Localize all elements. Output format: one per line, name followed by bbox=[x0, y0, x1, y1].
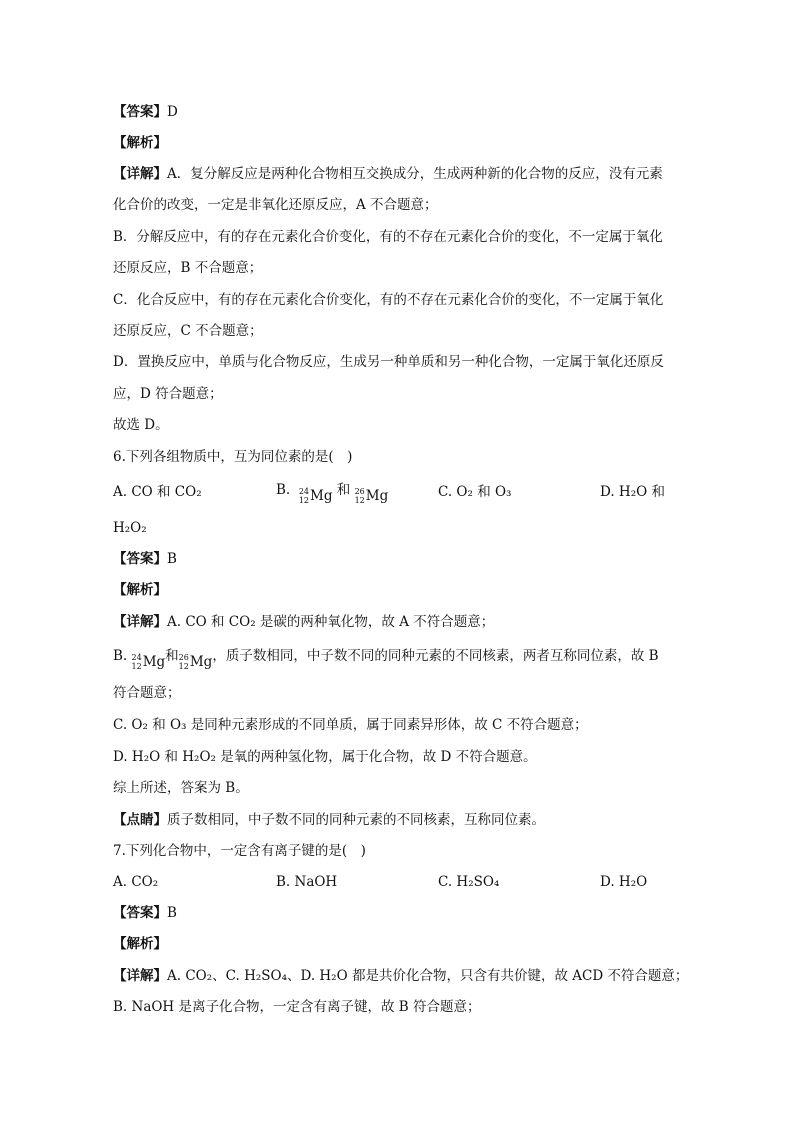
point-tag: 【点睛】 bbox=[113, 812, 167, 828]
q7-analysis-tag: 【解析】 bbox=[113, 936, 167, 952]
mass-number: 26 bbox=[354, 487, 365, 496]
nuclide-mg-26 bbox=[179, 652, 213, 672]
q6-option-d: D. H₂O 和 bbox=[600, 484, 665, 500]
q6-detail-line-1 bbox=[113, 612, 494, 632]
q6-detail-line-5: D. H₂O 和 H₂O₂ 是氧的两种氢化物，属于化合物，故 D 不符合题意。 bbox=[113, 749, 537, 765]
atomic-number: 12 bbox=[131, 662, 142, 671]
element-symbol: Mg bbox=[142, 654, 166, 670]
q6-option-a: A. CO 和 CO₂ bbox=[113, 484, 202, 500]
element-symbol: Mg bbox=[189, 654, 213, 670]
q6-stem: 6.下列各组物质中，互为同位素的是( ) bbox=[113, 449, 353, 465]
q6-detail-text-1: A. CO 和 CO₂ 是碳的两种氧化物，故 A 不符合题意； bbox=[167, 614, 495, 630]
mass-number: 24 bbox=[131, 653, 142, 662]
q6-option-b-label: B. bbox=[276, 482, 291, 498]
q7-option-c: C. H₂SO₄ bbox=[438, 874, 500, 890]
nuclide-mg-26 bbox=[355, 486, 389, 506]
q6-detail-text-2: ，质子数相同，中子数不同的同种元素的不同核素，两者互称同位素，故 B bbox=[212, 648, 659, 664]
q5-detail-line-6: 还原反应，C 不合题意； bbox=[113, 323, 263, 339]
answer-value: D bbox=[167, 104, 178, 120]
point-text: 质子数相同，中子数不同的同种元素的不同核素，互称同位素。 bbox=[167, 812, 545, 828]
detail-tag: 【详解】 bbox=[113, 166, 167, 182]
q5-detail-line-3: B．分解反应中，有的存在元素化合价变化，有的不存在元素化合价的变化，不一定属于氧化 bbox=[113, 229, 663, 245]
detail-tag: 【详解】 bbox=[113, 614, 167, 630]
q6-detail-line-3: 符合题意； bbox=[113, 685, 181, 701]
answer-tag: 【答案】 bbox=[113, 104, 167, 120]
answer-value: B bbox=[167, 905, 177, 921]
q6-summary: 综上所述，答案为 B。 bbox=[113, 780, 249, 796]
nuclide-mg-24 bbox=[132, 652, 166, 672]
mass-number: 24 bbox=[298, 487, 309, 496]
q5-detail-line-7: D．置换反应中，单质与化合物反应，生成另一种单质和另一种化合物，一定属于氧化还原反 bbox=[113, 354, 664, 370]
q6-detail-line-2 bbox=[113, 646, 659, 672]
q6-option-b bbox=[276, 480, 388, 506]
q6-option-c: C. O₂ 和 O₃ bbox=[438, 484, 512, 500]
q5-detail-line-8: 应，D 符合题意； bbox=[113, 386, 223, 402]
atomic-number: 12 bbox=[354, 496, 365, 505]
and-word: 和 bbox=[165, 648, 179, 664]
q7-option-b: B. NaOH bbox=[276, 874, 338, 890]
q7-detail-text-1: A. CO₂、C. H₂SO₄、D. H₂O 都是共价化合物，只含有共价键，故 ACD 不符合题意； bbox=[167, 968, 689, 984]
q5-detail-line-4: 还原反应，B 不合题意； bbox=[113, 260, 263, 276]
nuclide-mg-24 bbox=[299, 486, 333, 506]
q7-stem: 7.下列化合物中，一定含有离子键的是( ) bbox=[113, 843, 366, 859]
q5-answer-line bbox=[113, 102, 178, 122]
q6-analysis-tag: 【解析】 bbox=[113, 582, 167, 598]
and-word: 和 bbox=[336, 482, 351, 498]
q6-point-line bbox=[113, 810, 545, 830]
q5-detail-line-5: C．化合反应中，有的存在元素化合价变化，有的不存在元素化合价的变化，不一定属于氧化 bbox=[113, 292, 664, 308]
q7-answer-line bbox=[113, 903, 177, 923]
q7-option-a: A. CO₂ bbox=[113, 874, 159, 890]
q7-detail-line-1 bbox=[113, 966, 688, 986]
answer-tag: 【答案】 bbox=[113, 905, 167, 921]
q7-option-d: D. H₂O bbox=[600, 874, 648, 890]
element-symbol: Mg bbox=[310, 488, 333, 504]
atomic-number: 12 bbox=[178, 662, 189, 671]
q5-conclusion: 故选 D。 bbox=[113, 417, 169, 433]
q6-answer-line bbox=[113, 549, 177, 569]
q5-detail-line-1 bbox=[113, 164, 663, 184]
element-symbol: Mg bbox=[365, 488, 389, 504]
answer-value: B bbox=[167, 551, 177, 567]
q6-option-d-cont: H₂O₂ bbox=[113, 520, 147, 536]
mass-number: 26 bbox=[178, 653, 189, 662]
q5-detail-text-1: A．复分解反应是两种化合物相互交换成分，生成两种新的化合物的反应，没有元素 bbox=[167, 166, 663, 182]
q7-detail-line-2: B. NaOH 是离子化合物，一定含有离子键，故 B 符合题意； bbox=[113, 999, 481, 1015]
q5-detail-line-2: 化合价的改变，一定是非氧化还原反应，A 不合题意； bbox=[113, 197, 438, 213]
q5-analysis-tag: 【解析】 bbox=[113, 135, 167, 151]
answer-tag: 【答案】 bbox=[113, 551, 167, 567]
q6-detail-b-label: B. bbox=[113, 648, 128, 664]
detail-tag: 【详解】 bbox=[113, 968, 167, 984]
q6-detail-line-4: C. O₂ 和 O₃ 是同种元素形成的不同单质，属于同素异形体，故 C 不符合题意； bbox=[113, 717, 588, 733]
atomic-number: 12 bbox=[298, 496, 309, 505]
